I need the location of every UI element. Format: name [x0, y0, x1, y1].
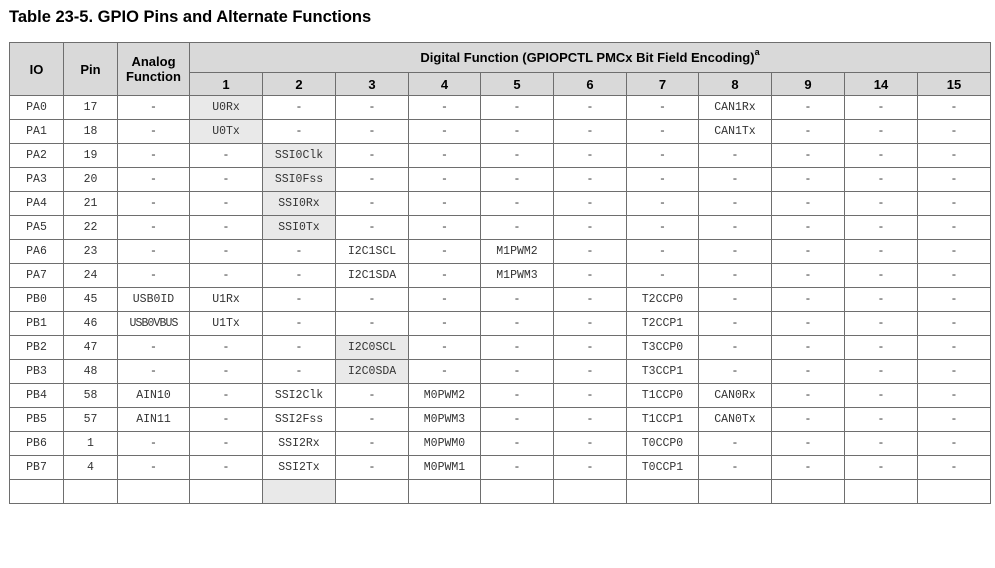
digital-function-cell: - [263, 336, 336, 360]
pin-cell [64, 480, 118, 504]
pin-cell: 4 [64, 456, 118, 480]
header-encoding-3: 3 [336, 73, 409, 96]
table-row [10, 216, 991, 240]
pin-cell: 18 [64, 120, 118, 144]
digital-function-cell: CAN0Tx [699, 408, 772, 432]
header-encoding-6: 6 [554, 73, 627, 96]
digital-function-cell: - [699, 336, 772, 360]
digital-function-cell: - [409, 360, 481, 384]
digital-function-cell: - [627, 120, 699, 144]
digital-function-cell: - [918, 288, 991, 312]
digital-function-cell: - [845, 192, 918, 216]
io-cell: PA4 [10, 192, 64, 216]
digital-function-cell: - [772, 168, 845, 192]
digital-function-cell [772, 480, 845, 504]
digital-function-cell: - [481, 432, 554, 456]
digital-function-cell: - [481, 360, 554, 384]
io-cell: PB6 [10, 432, 64, 456]
digital-function-cell: - [409, 96, 481, 120]
io-cell [10, 480, 64, 504]
digital-function-cell: - [336, 168, 409, 192]
digital-function-cell: - [918, 120, 991, 144]
digital-function-cell: - [554, 456, 627, 480]
pin-cell: 48 [64, 360, 118, 384]
table-row [10, 312, 991, 336]
digital-function-cell [481, 480, 554, 504]
digital-function-cell: - [409, 144, 481, 168]
digital-function-cell: - [409, 120, 481, 144]
digital-function-cell: - [918, 408, 991, 432]
digital-function-cell: - [336, 384, 409, 408]
digital-function-cell: - [554, 360, 627, 384]
table-row [10, 432, 991, 456]
digital-function-cell [336, 480, 409, 504]
analog-function-cell: - [118, 456, 190, 480]
digital-function-cell: - [772, 360, 845, 384]
digital-function-cell: - [845, 432, 918, 456]
digital-function-cell: SSI0Rx [263, 192, 336, 216]
digital-function-cell: - [554, 384, 627, 408]
header-encoding-8: 8 [699, 73, 772, 96]
header-digital-label: Digital Function (GPIOPCTL PMCx Bit Field Encoding) [420, 50, 755, 65]
digital-function-cell: - [190, 408, 263, 432]
digital-function-cell: M0PWM2 [409, 384, 481, 408]
digital-function-cell: - [409, 216, 481, 240]
digital-function-cell: M0PWM1 [409, 456, 481, 480]
digital-function-cell: - [481, 216, 554, 240]
digital-function-cell: - [699, 144, 772, 168]
digital-function-cell: - [699, 216, 772, 240]
pin-cell: 21 [64, 192, 118, 216]
digital-function-cell: - [336, 216, 409, 240]
io-cell: PA3 [10, 168, 64, 192]
digital-function-cell: - [554, 144, 627, 168]
header-pin: Pin [64, 43, 118, 96]
digital-function-cell: M1PWM2 [481, 240, 554, 264]
digital-function-cell: - [554, 432, 627, 456]
digital-function-cell: - [772, 312, 845, 336]
digital-function-cell: U1Rx [190, 288, 263, 312]
digital-function-cell [918, 480, 991, 504]
pin-cell: 22 [64, 216, 118, 240]
digital-function-cell: - [190, 192, 263, 216]
digital-function-cell: - [554, 192, 627, 216]
analog-function-cell: - [118, 216, 190, 240]
io-cell: PA2 [10, 144, 64, 168]
digital-function-cell: - [845, 120, 918, 144]
digital-function-cell: - [481, 456, 554, 480]
digital-function-cell [409, 480, 481, 504]
digital-function-cell: - [845, 408, 918, 432]
digital-function-cell: - [918, 144, 991, 168]
digital-function-cell: - [554, 120, 627, 144]
digital-function-cell [263, 480, 336, 504]
digital-function-cell: - [336, 120, 409, 144]
digital-function-cell: - [918, 168, 991, 192]
digital-function-cell: - [845, 264, 918, 288]
digital-function-cell: - [263, 120, 336, 144]
digital-function-cell: SSI0Tx [263, 216, 336, 240]
digital-function-cell: - [845, 384, 918, 408]
digital-function-cell: - [845, 240, 918, 264]
table-row [10, 336, 991, 360]
digital-function-cell: M0PWM0 [409, 432, 481, 456]
header-encoding-14: 14 [845, 73, 918, 96]
io-cell: PA6 [10, 240, 64, 264]
digital-function-cell: - [772, 408, 845, 432]
table-row [10, 264, 991, 288]
digital-function-cell: - [845, 456, 918, 480]
digital-function-cell: I2C0SDA [336, 360, 409, 384]
io-cell: PB3 [10, 360, 64, 384]
digital-function-cell: - [772, 384, 845, 408]
digital-function-cell: - [190, 264, 263, 288]
digital-function-cell [845, 480, 918, 504]
digital-function-cell: T0CCP1 [627, 456, 699, 480]
digital-function-cell: - [772, 192, 845, 216]
header-encoding-2: 2 [263, 73, 336, 96]
digital-function-cell: - [554, 312, 627, 336]
digital-function-cell: - [627, 168, 699, 192]
digital-function-cell: - [772, 96, 845, 120]
table-row [10, 456, 991, 480]
header-encoding-5: 5 [481, 73, 554, 96]
header-analog-function [118, 43, 190, 96]
analog-function-cell: - [118, 96, 190, 120]
io-cell: PA0 [10, 96, 64, 120]
header-footnote-marker: a [754, 47, 760, 57]
table-row [10, 480, 991, 504]
pin-cell: 23 [64, 240, 118, 264]
digital-function-cell: - [263, 360, 336, 384]
digital-function-cell: CAN1Tx [699, 120, 772, 144]
pin-cell: 20 [64, 168, 118, 192]
analog-function-cell: AIN11 [118, 408, 190, 432]
digital-function-cell: T3CCP1 [627, 360, 699, 384]
digital-function-cell: - [190, 432, 263, 456]
digital-function-cell: - [918, 456, 991, 480]
table-row [10, 408, 991, 432]
digital-function-cell: - [554, 240, 627, 264]
digital-function-cell: - [336, 192, 409, 216]
digital-function-cell: - [772, 456, 845, 480]
digital-function-cell: - [699, 240, 772, 264]
digital-function-cell [627, 480, 699, 504]
table-title: Table 23-5. GPIO Pins and Alternate Functions [9, 8, 372, 26]
digital-function-cell: - [918, 360, 991, 384]
digital-function-cell: - [409, 168, 481, 192]
digital-function-cell: - [918, 312, 991, 336]
analog-function-cell: - [118, 336, 190, 360]
io-cell: PA7 [10, 264, 64, 288]
digital-function-cell: - [190, 240, 263, 264]
digital-function-cell: - [699, 432, 772, 456]
digital-function-cell: - [554, 96, 627, 120]
header-encoding-15: 15 [918, 73, 991, 96]
digital-function-cell: - [481, 336, 554, 360]
digital-function-cell: - [263, 240, 336, 264]
digital-function-cell: - [699, 312, 772, 336]
analog-function-cell [118, 480, 190, 504]
table-row [10, 192, 991, 216]
io-cell: PA5 [10, 216, 64, 240]
header-analog-line1: Analog [131, 54, 176, 69]
digital-function-cell: - [554, 408, 627, 432]
digital-function-cell: - [481, 144, 554, 168]
digital-function-cell: - [263, 288, 336, 312]
digital-function-cell: - [918, 240, 991, 264]
pin-cell: 1 [64, 432, 118, 456]
analog-function-cell: - [118, 264, 190, 288]
digital-function-cell: - [190, 144, 263, 168]
digital-function-cell: I2C1SDA [336, 264, 409, 288]
digital-function-cell: I2C0SCL [336, 336, 409, 360]
header-digital-function [190, 43, 991, 73]
digital-function-cell: - [554, 288, 627, 312]
digital-function-cell: U0Rx [190, 96, 263, 120]
header-analog-line2: Function [126, 69, 181, 84]
digital-function-cell: - [409, 336, 481, 360]
digital-function-cell: - [772, 432, 845, 456]
analog-function-cell: - [118, 144, 190, 168]
digital-function-cell: - [772, 288, 845, 312]
digital-function-cell: - [845, 96, 918, 120]
digital-function-cell: - [409, 192, 481, 216]
header-encoding-9: 9 [772, 73, 845, 96]
digital-function-cell: - [918, 384, 991, 408]
digital-function-cell: - [918, 192, 991, 216]
digital-function-cell: M1PWM3 [481, 264, 554, 288]
table-row [10, 168, 991, 192]
analog-function-cell: AIN10 [118, 384, 190, 408]
digital-function-cell: - [336, 312, 409, 336]
digital-function-cell: - [336, 456, 409, 480]
digital-function-cell: - [627, 144, 699, 168]
digital-function-cell: - [699, 168, 772, 192]
pin-cell: 58 [64, 384, 118, 408]
digital-function-cell: - [772, 216, 845, 240]
digital-function-cell: - [481, 192, 554, 216]
digital-function-cell: - [481, 96, 554, 120]
digital-function-cell: SSI2Clk [263, 384, 336, 408]
analog-function-cell: - [118, 360, 190, 384]
digital-function-cell: - [190, 456, 263, 480]
digital-function-cell: - [845, 168, 918, 192]
header-encoding-1: 1 [190, 73, 263, 96]
digital-function-cell [190, 480, 263, 504]
digital-function-cell: SSI2Rx [263, 432, 336, 456]
digital-function-cell: - [554, 168, 627, 192]
digital-function-cell: - [481, 408, 554, 432]
digital-function-cell: - [554, 264, 627, 288]
digital-function-cell: T2CCP0 [627, 288, 699, 312]
digital-function-cell: - [263, 312, 336, 336]
digital-function-cell: - [409, 312, 481, 336]
digital-function-cell: U1Tx [190, 312, 263, 336]
digital-function-cell: - [918, 336, 991, 360]
analog-function-cell: - [118, 168, 190, 192]
pin-cell: 46 [64, 312, 118, 336]
digital-function-cell: - [918, 96, 991, 120]
pin-cell: 47 [64, 336, 118, 360]
digital-function-cell: - [845, 288, 918, 312]
digital-function-cell: - [627, 216, 699, 240]
io-cell: PA1 [10, 120, 64, 144]
digital-function-cell: T1CCP1 [627, 408, 699, 432]
digital-function-cell: - [627, 192, 699, 216]
digital-function-cell: CAN1Rx [699, 96, 772, 120]
digital-function-cell: M0PWM3 [409, 408, 481, 432]
table-row [10, 384, 991, 408]
table-row [10, 96, 991, 120]
header-encoding-7: 7 [627, 73, 699, 96]
analog-function-cell: - [118, 240, 190, 264]
table-row [10, 240, 991, 264]
digital-function-cell: I2C1SCL [336, 240, 409, 264]
digital-function-cell: T1CCP0 [627, 384, 699, 408]
digital-function-cell: - [845, 216, 918, 240]
table-row [10, 120, 991, 144]
io-cell: PB7 [10, 456, 64, 480]
digital-function-cell: T3CCP0 [627, 336, 699, 360]
io-cell: PB0 [10, 288, 64, 312]
digital-function-cell: SSI0Fss [263, 168, 336, 192]
digital-function-cell: - [772, 336, 845, 360]
table-row [10, 360, 991, 384]
digital-function-cell: - [918, 264, 991, 288]
digital-function-cell: - [699, 264, 772, 288]
io-cell: PB4 [10, 384, 64, 408]
digital-function-cell [699, 480, 772, 504]
digital-function-cell [554, 480, 627, 504]
analog-function-cell: - [118, 120, 190, 144]
digital-function-cell: - [627, 240, 699, 264]
digital-function-cell: - [336, 144, 409, 168]
pin-cell: 24 [64, 264, 118, 288]
digital-function-cell: - [336, 408, 409, 432]
io-cell: PB1 [10, 312, 64, 336]
header-encoding-4: 4 [409, 73, 481, 96]
digital-function-cell: U0Tx [190, 120, 263, 144]
digital-function-cell: SSI2Tx [263, 456, 336, 480]
table-row [10, 144, 991, 168]
digital-function-cell: SSI2Fss [263, 408, 336, 432]
pin-cell: 19 [64, 144, 118, 168]
digital-function-cell: - [772, 264, 845, 288]
digital-function-cell: - [481, 168, 554, 192]
pin-cell: 57 [64, 408, 118, 432]
digital-function-cell: - [627, 264, 699, 288]
analog-function-cell: USB0VBUS [118, 312, 190, 336]
digital-function-cell: - [845, 144, 918, 168]
digital-function-cell: - [409, 240, 481, 264]
digital-function-cell: - [336, 288, 409, 312]
gpio-table [9, 42, 991, 504]
digital-function-cell: - [772, 144, 845, 168]
digital-function-cell: T2CCP1 [627, 312, 699, 336]
digital-function-cell: - [918, 216, 991, 240]
analog-function-cell: - [118, 192, 190, 216]
digital-function-cell: - [699, 456, 772, 480]
digital-function-cell: - [481, 312, 554, 336]
digital-function-cell: - [481, 384, 554, 408]
digital-function-cell: - [190, 336, 263, 360]
digital-function-cell: - [409, 264, 481, 288]
digital-function-cell: CAN0Rx [699, 384, 772, 408]
digital-function-cell: - [481, 288, 554, 312]
digital-function-cell: - [918, 432, 991, 456]
digital-function-cell: - [336, 432, 409, 456]
pin-cell: 45 [64, 288, 118, 312]
digital-function-cell: - [481, 120, 554, 144]
digital-function-cell: - [263, 264, 336, 288]
digital-function-cell: - [845, 360, 918, 384]
digital-function-cell: - [554, 336, 627, 360]
analog-function-cell: - [118, 432, 190, 456]
io-cell: PB5 [10, 408, 64, 432]
header-io: IO [10, 43, 64, 96]
io-cell: PB2 [10, 336, 64, 360]
digital-function-cell: - [845, 336, 918, 360]
digital-function-cell: - [336, 96, 409, 120]
digital-function-cell: - [772, 120, 845, 144]
digital-function-cell: - [699, 192, 772, 216]
digital-function-cell: - [772, 240, 845, 264]
digital-function-cell: - [554, 216, 627, 240]
analog-function-cell: USB0ID [118, 288, 190, 312]
digital-function-cell: - [699, 360, 772, 384]
digital-function-cell: - [190, 168, 263, 192]
digital-function-cell: - [190, 360, 263, 384]
digital-function-cell: T0CCP0 [627, 432, 699, 456]
digital-function-cell: - [190, 216, 263, 240]
table-row [10, 288, 991, 312]
digital-function-cell: SSI0Clk [263, 144, 336, 168]
digital-function-cell: - [409, 288, 481, 312]
digital-function-cell: - [845, 312, 918, 336]
digital-function-cell: - [263, 96, 336, 120]
digital-function-cell: - [627, 96, 699, 120]
digital-function-cell: - [699, 288, 772, 312]
digital-function-cell: - [190, 384, 263, 408]
pin-cell: 17 [64, 96, 118, 120]
